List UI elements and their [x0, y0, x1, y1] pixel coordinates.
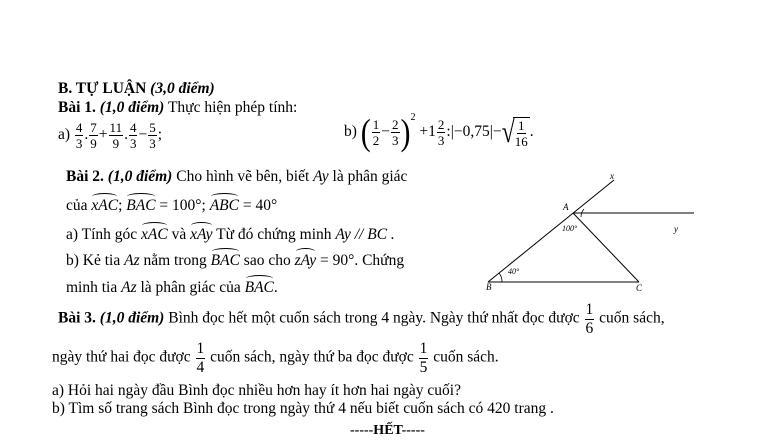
angle-arc-b [499, 273, 502, 282]
ray-ay: Ay [313, 168, 329, 185]
fraction-1-6: $\frac{1}{6}$ [585, 301, 594, 337]
bai2-intro2: là phân giác [332, 168, 408, 185]
bai2-va: và [171, 226, 187, 243]
bai3-question-a: a) Hỏi hai ngày đầu Bình đọc nhiều hơn hay ít hơn hai ngày cuối? [52, 382, 461, 399]
bai2-cua: của [66, 197, 88, 214]
bai2-b-text2: nằm trong [143, 252, 207, 269]
bai3-line2c: cuốn sách. [433, 348, 499, 366]
bai2-a-text2: Từ đó chứng minh [216, 226, 332, 243]
bai2-b-text4: . Chứng [354, 252, 405, 269]
bai2-line1 [66, 168, 407, 186]
bai1-points: (1,0 điểm) [99, 99, 165, 116]
bai2-c-dot: . [273, 279, 278, 296]
label-c: C [636, 283, 643, 293]
label-y: y [674, 224, 678, 234]
bai2-b-text3: sao cho [243, 252, 291, 269]
square-root: √ $\frac{1}{16}$ [501, 115, 528, 150]
bai1-instruction: Thực hiện phép tính: [167, 99, 298, 116]
bai3-line2b: cuốn sách, ngày thứ ba đọc được [210, 348, 414, 366]
ray-az: Az [121, 279, 137, 296]
section-title [58, 80, 215, 98]
label-40deg: 40° [508, 267, 520, 276]
bai3-question-b: b) Tìm số trang sách Bình đọc trong ngày thứ 4 nếu biết cuốn sách có 420 trang . [52, 400, 554, 417]
angle-zAy: zAy [295, 248, 317, 270]
segment-ac [573, 213, 639, 282]
fraction: $\frac{2}{3}$ [437, 117, 445, 148]
section-points: (3,0 điểm) [150, 80, 215, 97]
bai3-line1 [58, 302, 665, 336]
bai2-part-a [66, 222, 395, 244]
bai3-line2a: ngày thứ hai đọc được [52, 348, 191, 366]
ray-az: Az [124, 252, 140, 269]
fraction: $\frac{1}{2}$ [372, 117, 380, 148]
fraction-1-5: $\frac{1}{5}$ [419, 340, 428, 376]
bai2-label: Bài 2. [66, 168, 104, 185]
bai1-a-label: a) [58, 126, 71, 144]
angle-xAy: xAy [190, 222, 212, 244]
label-x: x [610, 171, 614, 181]
bai1-a-expression: a) $\frac{4}{3}$ . $\frac{7}{9}$ + $\frac{11}{9}$ . $\frac{4}{3}$ − $\frac{5}{3}$ ; [58, 120, 163, 151]
mixed-whole: 1 [428, 123, 436, 141]
bai1-heading [58, 99, 297, 117]
angle-BAC: BAC [245, 275, 274, 297]
angle-BAC: BAC [126, 193, 155, 215]
fraction: $\frac{5}{3}$ [149, 120, 156, 151]
bai1-b-label: b) [344, 123, 357, 141]
end-marker: -----HẾT----- [350, 423, 425, 438]
label-b: B [486, 282, 492, 292]
bai2-a-text1: a) Tính góc [66, 226, 138, 243]
angle-xAC: xAC [141, 222, 168, 244]
label-a: A [563, 202, 569, 212]
bai3-label: Bài 3. [58, 309, 96, 327]
value-40: = 40° [238, 197, 278, 214]
ray-bx [488, 180, 614, 282]
bai2-part-b [66, 248, 404, 270]
bai3-line1-end: cuốn sách, [599, 309, 665, 327]
fraction: $\frac{4}{3}$ [75, 120, 83, 151]
bai3-line1-text: Bình đọc hết một cuốn sách trong 4 ngày. Ngày thứ nhất đọc được [168, 309, 580, 327]
fraction: $\frac{4}{3}$ [129, 120, 137, 151]
bai2-c-text2: là phân giác của [140, 279, 241, 296]
label-100deg: 100° [562, 224, 578, 233]
exponent: 2 [410, 111, 416, 123]
abs-value: −0,75 [453, 123, 490, 141]
angle-xAC: xAC [91, 193, 118, 215]
bai2-parallel: Ay // BC . [335, 226, 395, 243]
value-100: = 100° [155, 197, 202, 214]
bai1-label: Bài 1. [58, 99, 96, 116]
bai3-points: (1,0 điểm) [99, 309, 165, 327]
fraction: $\frac{7}{9}$ [90, 120, 97, 151]
bai2-line2: của xAC; BAC = 100°; ABC = 40° [66, 193, 277, 215]
bai3-line2 [52, 341, 499, 375]
fraction: $\frac{2}{3}$ [392, 117, 399, 148]
bai2-c-text1: minh tia [66, 279, 118, 296]
angle-BAC: BAC [211, 248, 240, 270]
bai2-b-text1: b) Kẻ tia [66, 252, 121, 269]
fraction-1-4: $\frac{1}{4}$ [196, 340, 205, 376]
bai1-b-expression: b) ( $\frac{1}{2}$ − $\frac{2}{3}$ )$^2$ +1 $\frac{2}{3}$ :|−0,75|− √ $\frac{1}{16}$ . [344, 111, 534, 153]
geometry-figure [480, 168, 700, 294]
bai2-intro: Cho hình vẽ bên, biết [176, 168, 310, 185]
bai2-points: (1,0 điểm) [107, 168, 173, 185]
value-90: = 90° [316, 252, 355, 269]
angle-ABC: ABC [210, 193, 239, 215]
section-title-text: B. TỰ LUẬN [58, 80, 147, 97]
fraction: $\frac{11}{9}$ [109, 120, 123, 151]
bai2-part-c [66, 275, 278, 297]
